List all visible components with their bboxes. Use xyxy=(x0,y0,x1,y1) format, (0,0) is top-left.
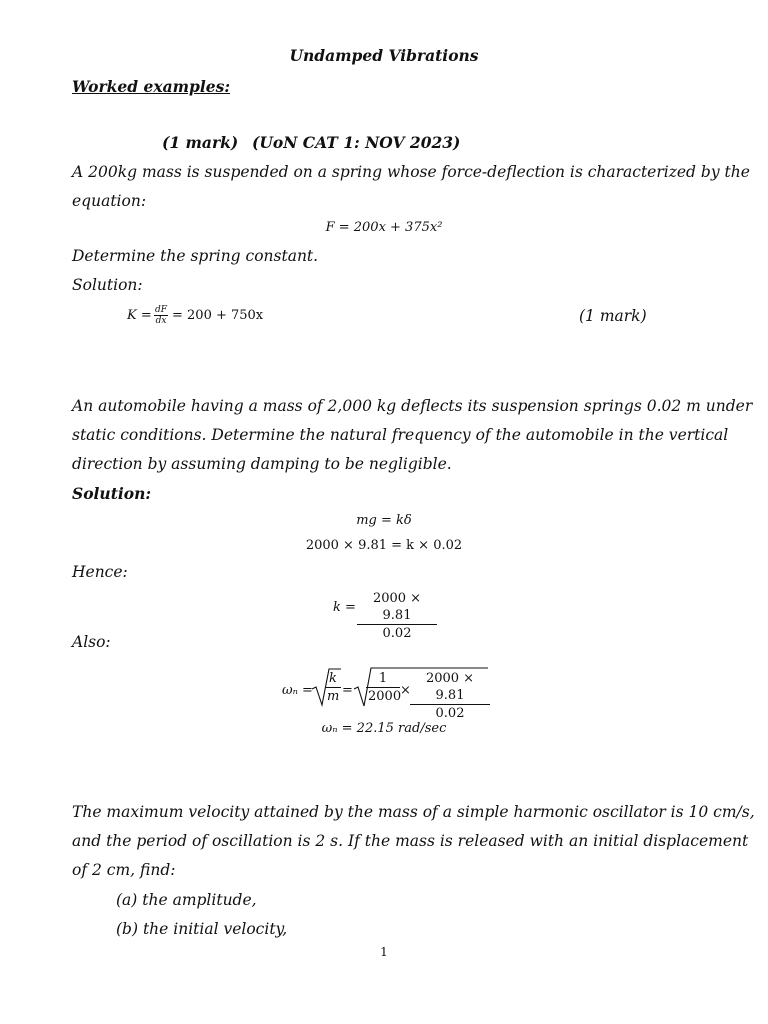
ex1-task: Determine the spring constant. xyxy=(72,247,319,265)
ex2-hence-label: Hence: xyxy=(72,563,128,581)
ex2-k-lhs: k = xyxy=(333,600,356,615)
ex2-k-denominator: 0.02 xyxy=(382,626,412,641)
ex1-k-lhs: K = xyxy=(127,308,152,323)
ex2-question-line3: direction by assuming damping to be negligible. xyxy=(72,455,452,473)
ex2-wn-lhs: ωₙ = xyxy=(282,683,313,698)
ex1-dfdx-fraction xyxy=(154,305,168,326)
ex1-solution-label: Solution: xyxy=(72,276,143,294)
ex2-also-label: Also: xyxy=(72,633,111,651)
ex2-one-over-m xyxy=(366,670,400,705)
ex2-solution-label: Solution: xyxy=(72,484,152,503)
ex1-question-line1: A 200kg mass is suspended on a spring whose force-deflection is characterized by the xyxy=(72,163,750,181)
ex3-question-line3: of 2 cm, find: xyxy=(72,861,176,879)
ex1-df: dF xyxy=(155,305,168,315)
ex2-equals: = xyxy=(342,683,353,698)
ex2-k2-numerator: 2000 × 9.81 xyxy=(410,670,490,705)
ex2-eq1: mg = kδ xyxy=(356,513,412,528)
ex1-question-line2: equation: xyxy=(72,192,147,210)
ex2-k-numerator: 2000 × 9.81 xyxy=(357,590,437,625)
ex2-k-over-m xyxy=(325,670,341,705)
ex1-mark: (1 mark) xyxy=(579,307,647,325)
mark-label: (1 mark) xyxy=(162,133,239,152)
exam-reference: (UoN CAT 1: NOV 2023) xyxy=(252,133,461,152)
ex3-part-b: (b) the initial velocity, xyxy=(116,920,288,938)
ex3-part-a: (a) the amplitude, xyxy=(116,891,257,909)
ex1-k-rhs: = 200 + 750x xyxy=(172,308,264,323)
ex2-question-line2: static conditions. Determine the natural frequency of the automobile in the vertical xyxy=(72,426,729,444)
ex2-m-value: 2000 xyxy=(368,689,402,704)
ex2-eq2: 2000 × 9.81 = k × 0.02 xyxy=(305,538,463,553)
page-number: 1 xyxy=(380,945,388,959)
ex2-times: × xyxy=(400,683,411,698)
ex2-k-fraction xyxy=(357,590,437,642)
page-title: Undamped Vibrations xyxy=(289,46,479,65)
ex2-k2-fraction xyxy=(410,670,490,722)
ex2-question-line1: An automobile having a mass of 2,000 kg deflects its suspension springs 0.02 m under xyxy=(72,397,753,415)
ex1-force-equation: F = 200x + 375x² xyxy=(325,220,443,235)
ex2-sqrt-k: k xyxy=(325,670,341,688)
ex2-one: 1 xyxy=(366,670,400,688)
ex2-sqrt-m: m xyxy=(327,689,340,704)
ex3-question-line1: The maximum velocity attained by the mass of a simple harmonic oscillator is 10 cm/s, xyxy=(72,803,755,821)
ex2-k2-denominator: 0.02 xyxy=(435,706,465,721)
ex2-result: ωₙ = 22.15 rad/sec xyxy=(321,721,447,736)
worked-examples-heading: Worked examples: xyxy=(72,77,231,96)
ex1-dx: dx xyxy=(155,316,167,326)
ex3-question-line2: and the period of oscillation is 2 s. If the mass is released with an initial displacement xyxy=(72,832,749,850)
